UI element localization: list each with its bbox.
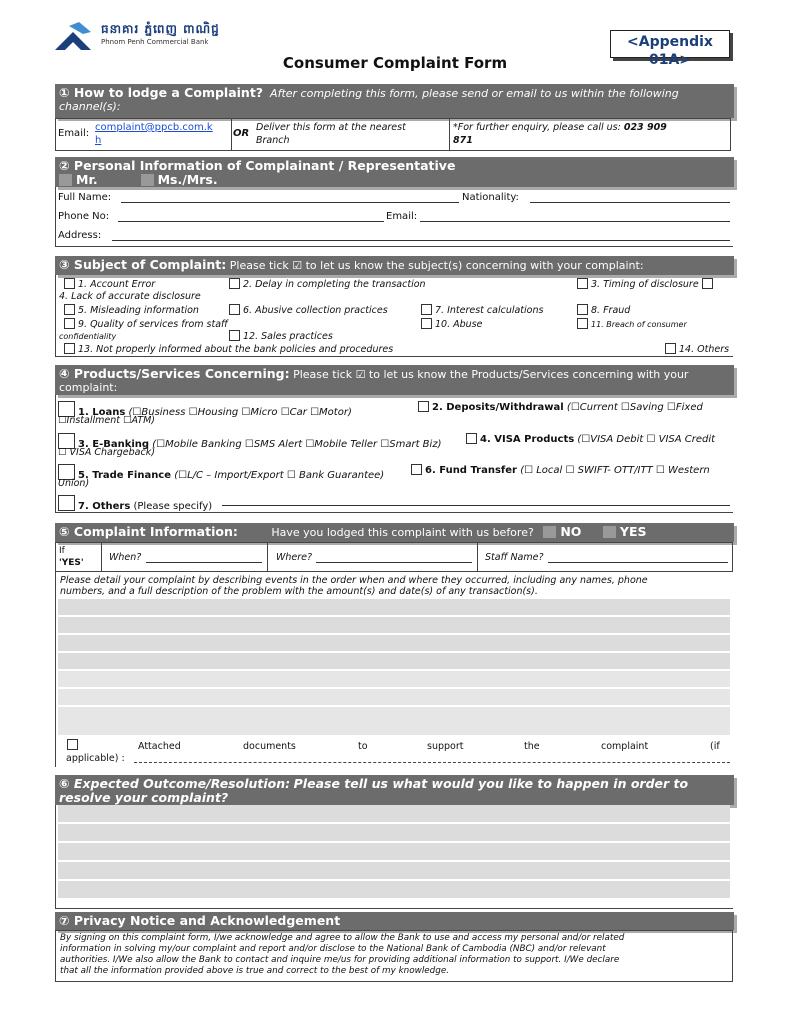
appendix-label: <Appendix 01A>: [610, 30, 730, 58]
deliver-text-cont: Branch: [256, 135, 290, 146]
email-field[interactable]: [420, 221, 730, 222]
privacy-line-3: authorities. I/We also allow the Bank to contact and inquire me/us for providing additional information to support. I/We declare: [60, 955, 620, 965]
section-4-header: ④ Products/Services Concerning: Please tick ☑ to let us know the Products/Services concerning with your complaint:: [55, 365, 734, 395]
privacy-line-1: By signing on this complaint form, I/we acknowledge and agree to allow the Bank to use and access my personal and/or related: [60, 933, 625, 943]
phone-field[interactable]: [118, 221, 384, 222]
phone-label: Phone No:: [58, 211, 110, 222]
product-fund-transfer[interactable]: 6. Fund Transfer (☐ Local ☐ SWIFT- OTT/ITT ☐ Western: [411, 464, 710, 477]
full-name-field[interactable]: [121, 202, 459, 203]
subject-abusive-collection[interactable]: 6. Abusive collection practices: [229, 304, 388, 316]
attached-word-6: complaint: [601, 741, 649, 752]
lodged-yes-checkbox[interactable]: [603, 526, 616, 538]
complaint-email-link-cont[interactable]: h: [95, 135, 102, 146]
subject-sales[interactable]: 12. Sales practices: [229, 330, 333, 342]
section-2-header: ② Personal Information of Complainant / Representative Mr. Ms./Mrs.: [55, 157, 734, 187]
subject-fraud[interactable]: 8. Fraud: [577, 304, 630, 316]
bank-name-english: Phnom Penh Commercial Bank: [101, 38, 209, 46]
privacy-line-4: that all the information provided above is true and correct to the best of my knowledge.: [60, 966, 450, 976]
subject-delay[interactable]: 2. Delay in completing the transaction: [229, 278, 426, 290]
subject-misleading[interactable]: 5. Misleading information: [64, 304, 199, 316]
ms-checkbox[interactable]: [141, 174, 154, 186]
product-fund-cont: Union): [58, 478, 90, 489]
attached-word-5: the: [524, 741, 540, 752]
product-visa[interactable]: 4. VISA Products (☐VISA Debit ☐ VISA Credit: [466, 433, 715, 446]
product-trade-finance[interactable]: 5. Trade Finance (☐L/C – Import/Export ☐ Bank Guarantee): [58, 464, 384, 482]
email-field-label: Email:: [386, 211, 418, 222]
subject-breach-cont: confidentiality: [59, 332, 117, 341]
full-name-label: Full Name:: [58, 192, 112, 203]
product-deposits[interactable]: 2. Deposits/Withdrawal (☐Current ☐Saving ☐Fixed: [418, 401, 703, 414]
nationality-field[interactable]: [530, 202, 730, 203]
address-label: Address:: [58, 230, 102, 241]
section-6-header: ⑥ Expected Outcome/Resolution: Please tell us what would you like to happen in order to resolve your complaint?: [55, 775, 734, 805]
attached-docs-checkbox[interactable]: [67, 739, 81, 752]
when-field[interactable]: [146, 562, 262, 563]
attached-word-4: support: [427, 741, 464, 752]
email-label: Email:: [58, 128, 90, 139]
where-label: Where?: [276, 552, 313, 563]
where-field[interactable]: [316, 562, 472, 563]
enquiry-phone-cont: 871: [453, 135, 473, 146]
detail-instructions: Please detail your complaint by describing events in the order when and where they occurred, including any names, phone: [60, 575, 648, 586]
yes-label: 'YES': [59, 558, 84, 568]
subject-quality[interactable]: 9. Quality of services from staff: [64, 318, 228, 330]
address-field[interactable]: [112, 240, 730, 241]
subject-breach[interactable]: 11. Breach of consumer: [577, 318, 687, 330]
product-visa-cont: ☐ VISA Chargeback): [58, 447, 155, 458]
attached-word-7: (if: [710, 741, 720, 752]
subject-lack-disclosure[interactable]: 4. Lack of accurate disclosure: [59, 291, 201, 302]
attached-word-1: Attached: [138, 741, 181, 752]
staff-name-field[interactable]: [548, 562, 728, 563]
enquiry-text: *For further enquiry, please call us: 023 909: [453, 122, 667, 133]
attached-word-3: to: [358, 741, 368, 752]
nationality-label: Nationality:: [462, 192, 519, 203]
mr-checkbox[interactable]: [59, 174, 72, 186]
complaint-email-link[interactable]: complaint@ppcb.com.k: [95, 122, 213, 133]
section-5-header: ⑤ Complaint Information: Have you lodged this complaint with us before? NO YES: [55, 523, 734, 542]
product-deposits-cont: ☐Installment ☐ATM): [58, 415, 156, 426]
section-3-header: ③ Subject of Complaint: Please tick ☑ to let us know the subject(s) concerning with your complaint:: [55, 256, 734, 275]
staff-name-label: Staff Name?: [485, 552, 544, 563]
subject-not-informed[interactable]: 13. Not properly informed about the bank policies and procedures: [64, 343, 393, 355]
attached-word-2: documents: [243, 741, 296, 752]
product-others[interactable]: 7. Others (Please specify): [58, 495, 212, 513]
subject-interest[interactable]: 7. Interest calculations: [421, 304, 543, 316]
subject-timing-disclosure[interactable]: 3. Timing of disclosure: [577, 278, 716, 290]
bank-name-khmer: ធនាគារ ភ្នំពេញ ពាណិជ្ជ: [101, 22, 220, 36]
privacy-line-2: information in solving my/our complaint and report and/or disclose to the National Bank of Cambodia (NBC) and/or relevant: [60, 944, 606, 954]
when-label: When?: [109, 552, 142, 563]
detail-instructions-cont: numbers, and a full description of the problem with the amount(s) and date(s) of any transaction(s).: [60, 586, 538, 597]
section-1-header: ① How to lodge a Complaint? After completing this form, please send or email to us within the following channel(s):: [55, 84, 734, 118]
applicable-label: applicable) :: [66, 753, 125, 764]
product-ebanking[interactable]: 3. E-Banking (☐Mobile Banking ☐SMS Alert ☐Mobile Teller ☐Smart Biz): [58, 433, 441, 451]
lodged-no-checkbox[interactable]: [543, 526, 556, 538]
page-title: Consumer Complaint Form: [282, 54, 508, 72]
bank-logo-icon: [55, 22, 91, 50]
attached-docs-field[interactable]: [134, 762, 730, 763]
product-loans[interactable]: 1. Loans (☐Business ☐Housing ☐Micro ☐Car ☐Motor): [58, 401, 352, 419]
or-label: OR: [233, 128, 250, 139]
product-others-field[interactable]: [222, 505, 730, 506]
prior-complaint-box: [55, 542, 733, 572]
subject-abuse[interactable]: 10. Abuse: [421, 318, 482, 330]
deliver-text: Deliver this form at the nearest: [256, 122, 406, 133]
subject-others[interactable]: 14. Others: [665, 343, 729, 355]
section-7-header: ⑦ Privacy Notice and Acknowledgement: [55, 912, 734, 930]
if-label: If: [59, 546, 65, 556]
subject-account-error[interactable]: 1. Account Error: [64, 278, 155, 290]
